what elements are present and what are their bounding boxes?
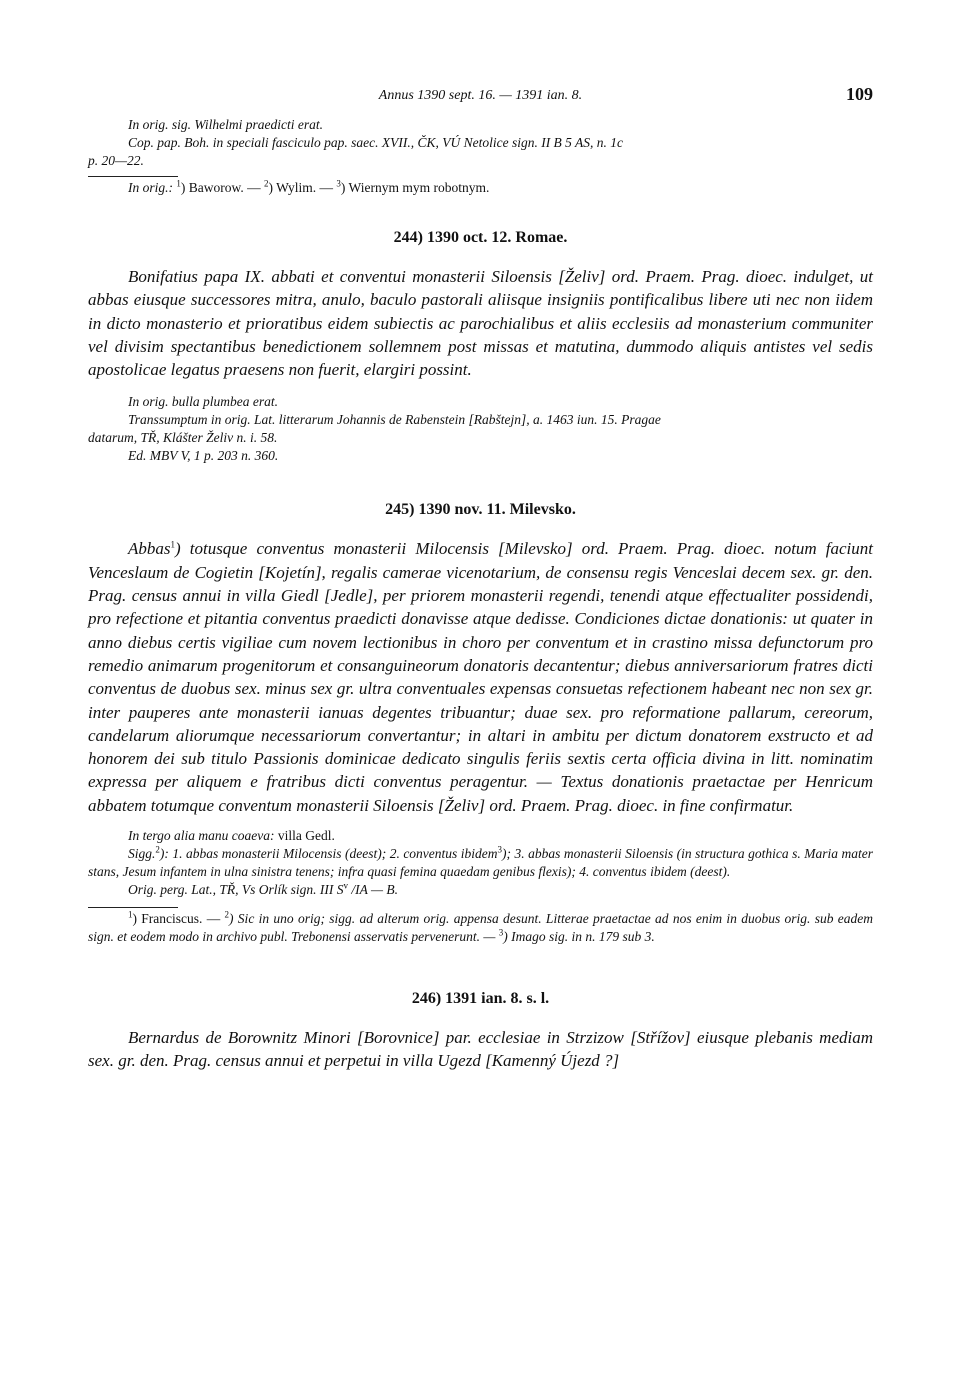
doc-244-regest: Bonifatius papa IX. abbati et conventui monasterii Siloensis [Želiv] ord. Praem. Prag. dioec. indulget, ut abbas eiusque successores mitra, anulo, baculo pastorali aliisque insigniis pontificalibus libere uti nec non iidem in dicto monasterio et prioratibus eidem subiectis ac parochialibus et aliis ecclesiis ad monasterium communiter vel divisim spectantibus benedictionem sollemnem post missas et matutina, dummodo aliquis antistes vel sedis apostolicae legatus praesens non fuerit, elargiri possint. [88, 267, 873, 380]
doc-244-notes [88, 393, 873, 465]
doc-245-fn2-text: ) Sic in uno orig; sigg. ad alterum orig. appensa desunt. Litterae praetactae ad nos enim in duobus orig. sub eadem sign. et eodem modo in archivo publ. Trebonensi asservatis pervenerunt. — [88, 911, 873, 945]
page-number: 109 [846, 84, 873, 104]
doc-245-fn2-mark: 2 [224, 909, 230, 920]
doc-244-note-edition [88, 447, 873, 465]
doc-245-orig-sup: v [343, 880, 348, 891]
doc-244-note-transsumpt-line2: datarum, TŘ, Klášter Želiv n. i. 58. [88, 430, 278, 446]
footnote-line [88, 179, 873, 197]
doc-245-fn3-mark: 3 [498, 927, 504, 938]
doc-245-regest-rest: ) totusque conventus monasterii Milocensis [Milevsko] ord. Praem. Prag. dioec. notum faciunt Venceslaum de Cogietin [Kojetín], regalis camerae vicenotarium, de consensu regis Venceslai decem sex. gr. den. Prag. census annui in villa Giedl [Jedle], per priorem monasterii regendi, tenendi atque effectualiter possidendi, pro refectione et pitantia conventus praedicti donavisse atque dedisse. Condiciones dictae donationis: ut quater in anno diebus certis vigiliae cum novem lectionibus in choro per conventum et in crastino missa defunctorum pro remedio animarum progenitorum et consanguineorum donatoris decantentur; diebus anniversariorum fratres dicti conventus de duobus sex. minus sex gr. ultra conventuales expensas consuetas refectionem habeant nec non sex gr. inter pauperes ante monasterii ianuas degentes tribuantur; duae sex. pro reformatione pallarum, cereorum, candelarum aliorumque necessariorum convertantur; in altari in ambitu per dictum donatorem exstructo et ad honorem dei sub titulo Passionis dominicae dedicato singulis feriis sextis certa officia divina in litt. nominatim expressa per aliquem e fratribus dicti conventus peragentur. — Textus donationis praetactae per Henricum abbatem totumque conventum monasterii Siloensis [Želiv] ord. Praem. Prag. dioec. in fine confirmatur. [88, 539, 873, 815]
doc-245-note-orig [88, 881, 873, 899]
doc-246-regest: Bernardus de Borownitz Minori [Borovnice] par. ecclesiae in Strzizow [Střížov] eiusque plebanis mediam sex. gr. den. Prag. census annui et perpetui in villa Ugezd [Kamenný Újezd ?] [88, 1028, 873, 1071]
note-copy-line1: Cop. pap. Boh. in speciali fasciculo pap. saec. XVII., ČK, VÚ Netolice sign. II B 5 AS, n. 1c [128, 135, 624, 150]
doc-245-tergo-label: In tergo alia manu coaeva: [128, 828, 275, 844]
doc-244-note-edition-text: Ed. MBV V, 1 p. 203 n. 360. [128, 448, 279, 464]
footnote-rule [88, 176, 178, 177]
doc-244-note-bulla-text: In orig. bulla plumbea erat. [128, 394, 278, 410]
doc-245-fn3-text: ) Imago sig. in n. 179 sub 3. [503, 929, 655, 945]
doc-244-heading: 244) 1390 oct. 12. Romae. [393, 229, 568, 246]
doc-245-regest [88, 537, 873, 817]
footnote-mark-2: 2 [263, 178, 269, 189]
doc-245-orig-text-a: Orig. perg. Lat., TŘ, Vs Orlík sign. III S [128, 882, 344, 898]
doc-245-sigg-mark-3: 3 [497, 844, 503, 855]
footnote-2-text: ) Wylim. — [268, 180, 337, 195]
doc-245-sigg-mark: 2 [155, 844, 160, 855]
doc-245-sigg-label: Sigg. [128, 846, 156, 862]
running-head: Annus 1390 sept. 16. — 1391 ian. 8. [378, 88, 583, 103]
doc-245-footnote-rule [88, 907, 178, 908]
doc-245-sigg-text-b: ); 3. abbas monasterii Siloensis (in structura gothica s. Maria mater stans, Jesum infantem in ulna sinistra tenens; infra quasi femina quaedam genibus flexis); 4. conventus ibidem (deest). [88, 846, 873, 880]
doc-245-regest-start: Abbas [128, 539, 171, 559]
doc-245-regest-mark: 1 [170, 539, 175, 550]
page-header [88, 82, 873, 112]
note-copy [88, 134, 873, 170]
doc-245-sigg-text-a: ): 1. abbas monasterii Milocensis (deest); 2. conventus ibidem [159, 846, 498, 862]
page [88, 82, 873, 1073]
footnote-label: In orig.: [128, 180, 173, 195]
footnote-1-text: ) Baworow. — [180, 180, 264, 195]
footnote-mark-3: 3 [336, 178, 341, 189]
doc-245-fn1-mark: 1 [128, 909, 133, 920]
note-seal [88, 116, 873, 134]
note-copy-line2: p. 20—22. [88, 153, 144, 168]
doc-244-note-transsumpt-line1: Transsumptum in orig. Lat. litterarum Johannis de Rabenstein [Rabštejn], a. 1463 iun. 15. Pragae [128, 412, 661, 428]
previous-document-notes [88, 116, 873, 197]
doc-245-note-tergo [88, 827, 873, 845]
note-seal-text: In orig. sig. Wilhelmi praedicti erat. [128, 117, 323, 132]
doc-245-footnotes [88, 910, 873, 946]
doc-245-note-sigg [88, 845, 873, 881]
doc-245-tergo-text: villa Gedl. [274, 828, 335, 844]
footnote-mark-1: 1 [176, 178, 181, 189]
doc-246-heading: 246) 1391 ian. 8. s. l. [411, 990, 550, 1008]
doc-245-fn1-text: ) Franciscus. — [132, 911, 225, 927]
footnote-3-text: ) Wiernym mym robotnym. [340, 180, 490, 195]
doc-244-note-transsumpt [88, 411, 873, 447]
doc-245-heading: 245) 1390 nov. 11. Milevsko. [385, 501, 576, 519]
doc-245-notes [88, 827, 873, 899]
doc-244-note-bulla [88, 393, 873, 411]
doc-245-orig-text-b: /IA — B. [348, 882, 398, 898]
